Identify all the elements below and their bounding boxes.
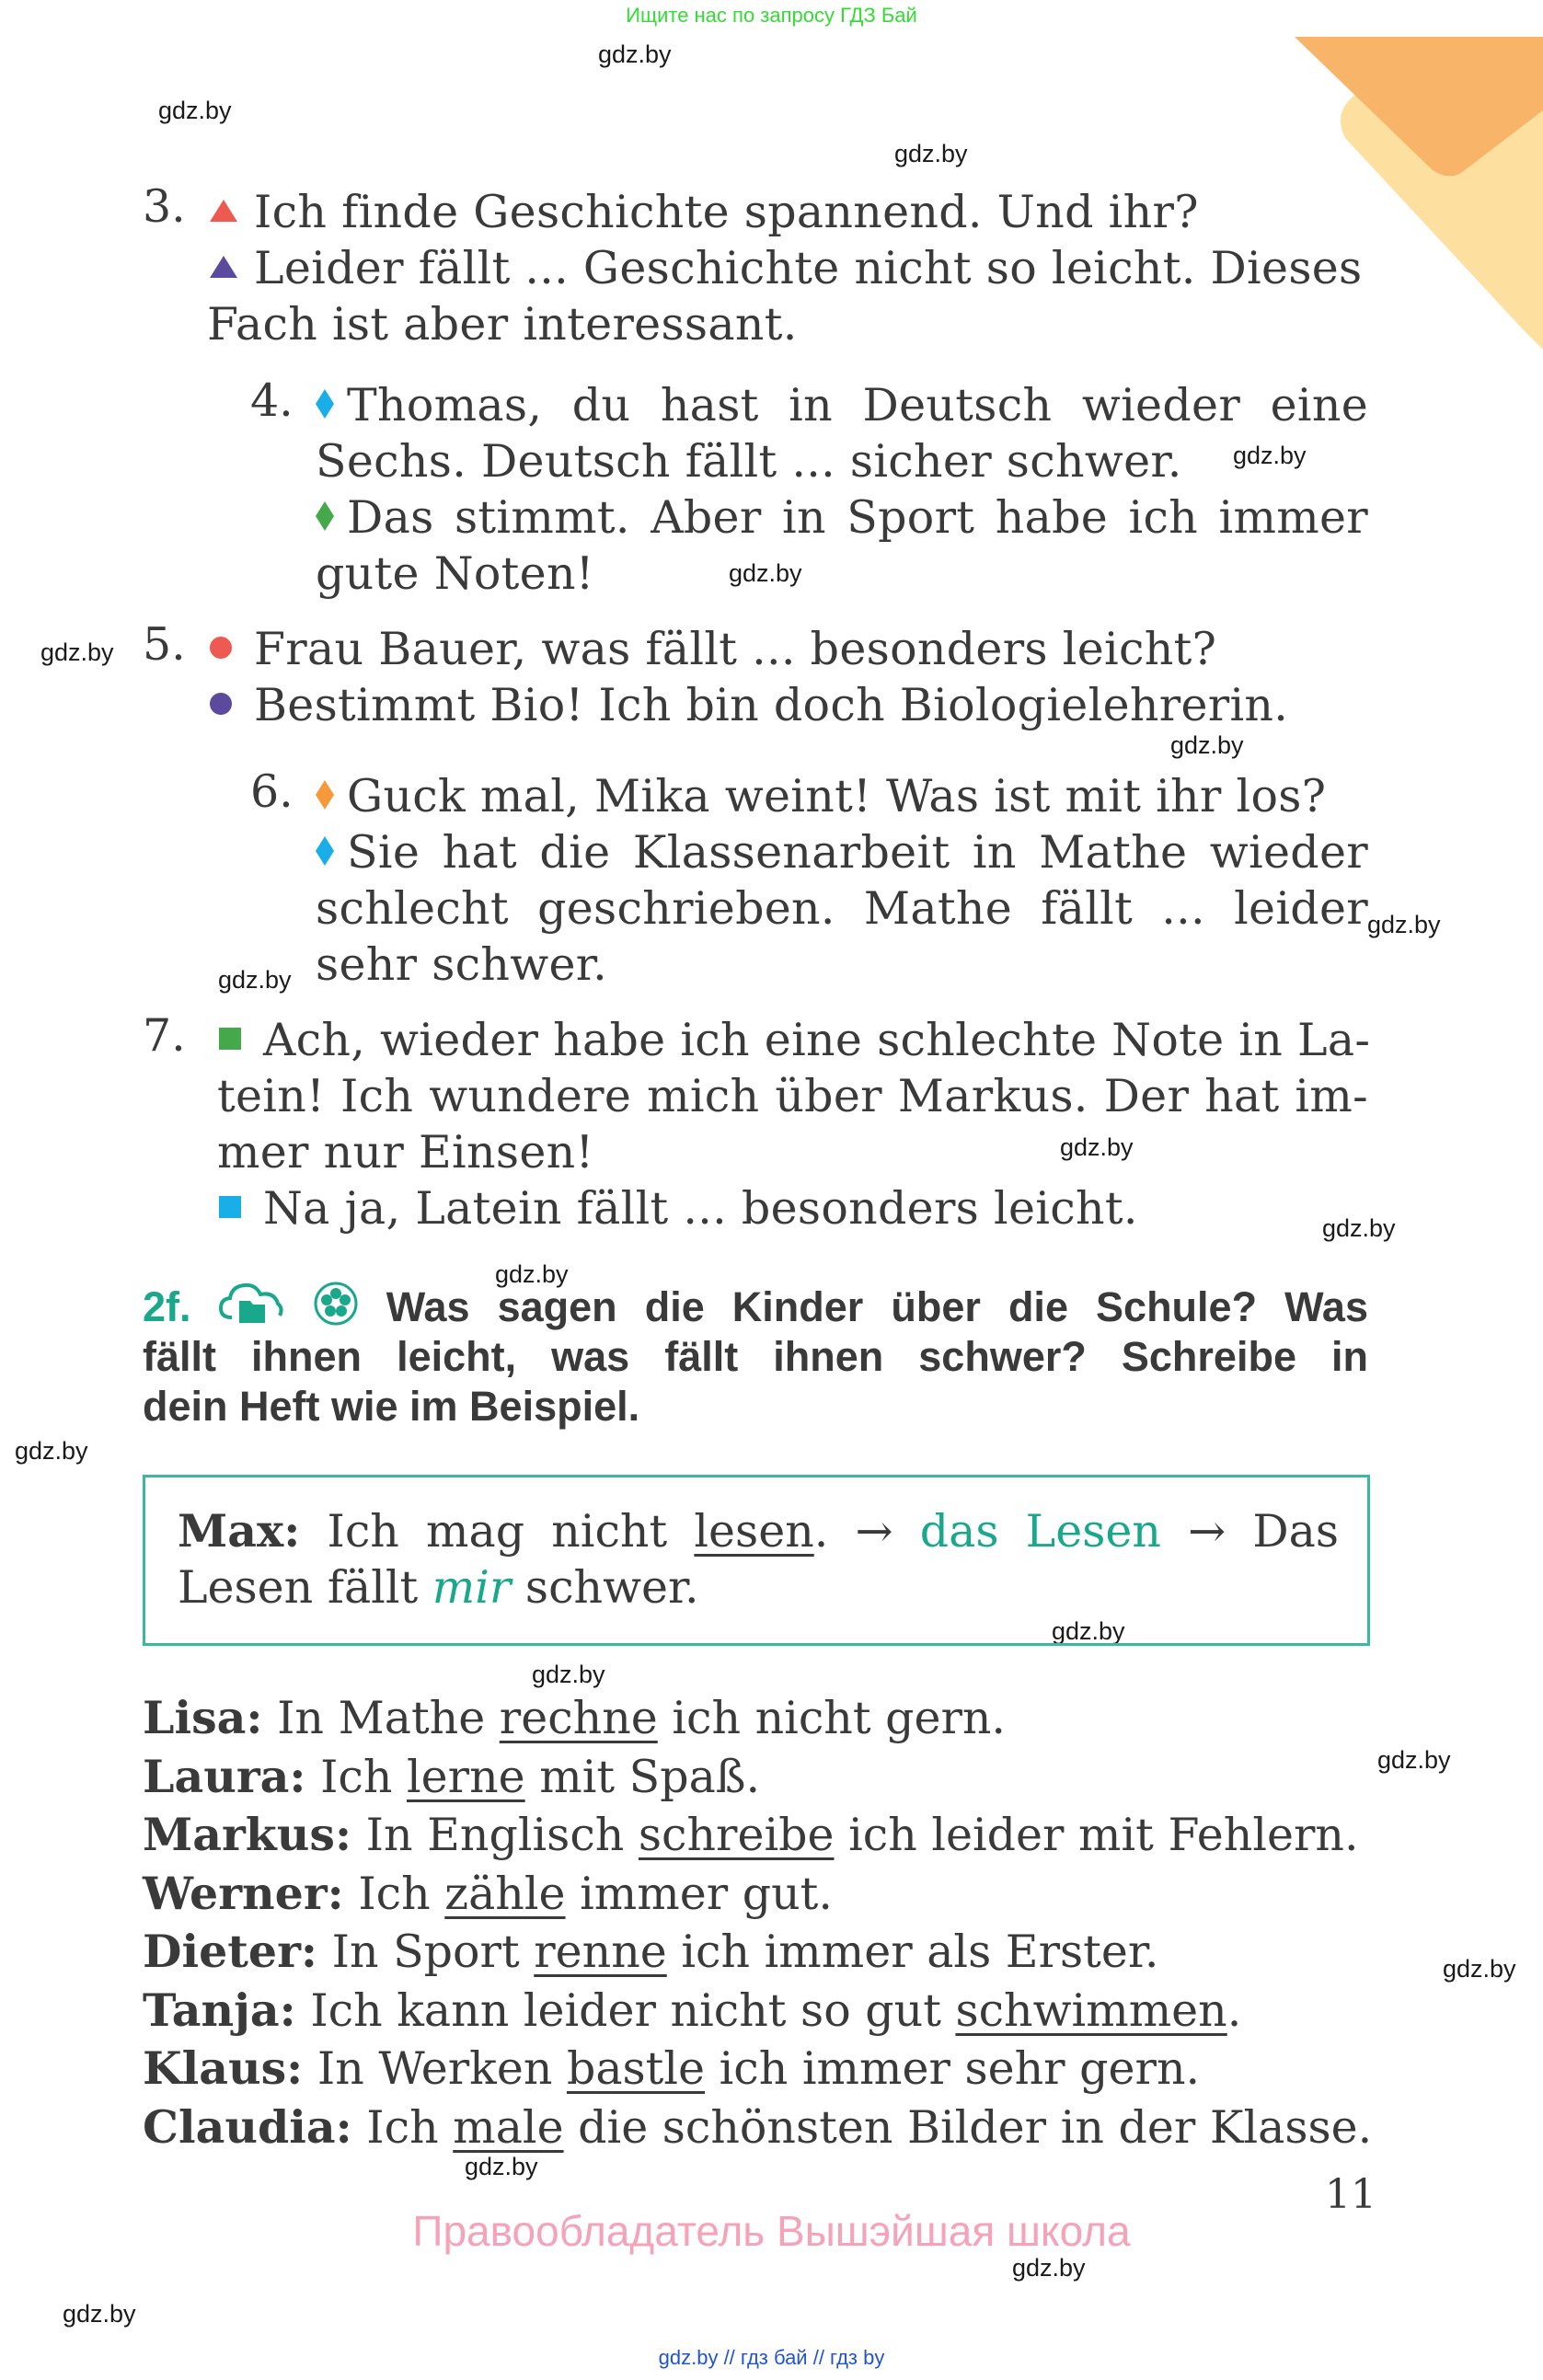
page-number: 11 [1325, 2171, 1376, 2218]
dialogue-line: Fach ist aber interessant. [207, 298, 798, 351]
task-line: fällt ihnen leicht, was fällt ihnen schwer? Schreibe in [143, 1333, 1368, 1380]
dialogue-line: mer nur Einsen! [217, 1126, 594, 1179]
statement-item: Klaus: In Werken bastle ich immer sehr gern. [143, 2041, 1201, 2095]
arrow-icon: → [855, 1505, 893, 1558]
dialogue-line: Sechs. Deutsch fällt ... sicher schwer. [316, 435, 1182, 488]
statement-item: Dieter: In Sport renne ich immer als Erster. [143, 1925, 1159, 1978]
flower-icon [313, 1281, 359, 1327]
corner-decoration [1267, 0, 1543, 350]
statement-item: Tanja: Ich kann leider nicht so gut schwimmen. [143, 1983, 1242, 2037]
watermark: gdz.by [40, 638, 114, 666]
watermark: gdz.by [465, 2153, 538, 2180]
example-line-2: Lesen fällt mir schwer. [178, 1561, 699, 1614]
watermark: gdz.by [1170, 731, 1244, 759]
watermark: gdz.by [1233, 442, 1307, 469]
statement-item: Laura: Ich lerne mit Spaß. [143, 1749, 761, 1803]
item-number-3: 3. [143, 180, 186, 233]
example-line-1: Max: Ich mag nicht lesen. → das Lesen → Das [178, 1504, 1340, 1558]
search-banner[interactable]: Ищите нас по запросу ГДЗ Бай [626, 4, 917, 27]
watermark: gdz.by [15, 1437, 88, 1465]
statement-item: Lisa: In Mathe rechne ich nicht gern. [143, 1691, 1007, 1744]
dialogue-line: Na ja, Latein fällt ... besonders leicht. [219, 1180, 1138, 1236]
statement-item: Markus: In Englisch schreibe ich leider mit Fehlern. [143, 1808, 1359, 1861]
footer-links[interactable]: gdz.by // гдз бай // гдз by [658, 2346, 885, 2369]
watermark: gdz.by [158, 97, 232, 124]
item-number-6: 6. [250, 765, 294, 818]
item-number-7: 7. [143, 1009, 186, 1062]
purple-dot-icon [210, 693, 232, 715]
watermark: gdz.by [1322, 1214, 1396, 1242]
watermark: gdz.by [1377, 1746, 1451, 1774]
dialogue-line: Leider fällt ... Geschichte nicht so leicht. Dieses [210, 240, 1363, 296]
watermark: gdz.by [532, 1661, 605, 1688]
watermark: gdz.by [894, 140, 968, 167]
watermark: gdz.by [218, 966, 292, 994]
item-number-4: 4. [250, 374, 294, 427]
task-line: 2f. Was sagen die Kinder über die Schule? Was [143, 1281, 1368, 1332]
dialogue-line: sehr schwer. [316, 938, 608, 991]
dialogue-line: gute Noten! [316, 547, 594, 600]
example-box [143, 1475, 1370, 1646]
task-number: 2f. [143, 1283, 191, 1330]
statement-list [143, 1689, 1372, 2156]
statement-item: Claudia: Ich male die schönsten Bilder in der Klasse. [143, 2099, 1373, 2154]
red-triangle-icon [210, 200, 237, 222]
dialogue-line: Guck mal, Mika weint! Was ist mit ihr los? [316, 768, 1326, 824]
watermark: gdz.by [598, 40, 672, 68]
watermark: gdz.by [1443, 1955, 1516, 1983]
dialogue-line: Thomas, du hast in Deutsch wieder eine [316, 377, 1368, 433]
watermark: gdz.by [1060, 1133, 1134, 1161]
purple-triangle-icon [210, 256, 237, 278]
statement-item: Werner: Ich zähle immer gut. [143, 1866, 833, 1920]
dialogue-line: Sie hat die Klassenarbeit in Mathe wieder [316, 824, 1368, 880]
dialogue-line: schlecht geschrieben. Mathe fällt ... leider [316, 882, 1368, 935]
watermark: gdz.by [729, 559, 802, 587]
watermark: gdz.by [1052, 1617, 1125, 1645]
watermark: gdz.by [1012, 2254, 1086, 2282]
dialogue-line: Das stimmt. Aber in Sport habe ich immer [316, 489, 1368, 546]
dialogue-line: Ach, wieder habe ich eine schlechte Note in La- [219, 1012, 1368, 1068]
dialogue-line: Ich finde Geschichte spannend. Und ihr? [210, 184, 1199, 240]
dialogue-line: Frau Bauer, was fällt ... besonders leicht? [210, 621, 1216, 677]
orange-diamond-icon [316, 780, 334, 810]
red-dot-icon [210, 637, 232, 659]
watermark: gdz.by [1367, 911, 1441, 938]
dialogue-line: tein! Ich wundere mich über Markus. Der hat im- [217, 1070, 1368, 1122]
green-square-icon [219, 1028, 241, 1050]
cloud-folder-icon [219, 1281, 285, 1327]
blue-diamond-icon [316, 389, 334, 419]
watermark: gdz.by [495, 1260, 569, 1288]
dialogue-line: Bestimmt Bio! Ich bin doch Biologielehrerin. [210, 677, 1288, 733]
arrow-icon: → [1188, 1505, 1226, 1558]
copyright-notice: Правообладатель Вышэйшая школа [412, 2207, 1131, 2255]
task-line: dein Heft wie im Beispiel. [143, 1383, 640, 1430]
green-diamond-icon [316, 501, 334, 531]
task-heading [143, 1281, 1368, 1431]
blue-diamond-icon [316, 836, 334, 866]
watermark: gdz.by [63, 2300, 136, 2328]
blue-square-icon [219, 1196, 241, 1218]
item-number-5: 5. [143, 618, 186, 671]
